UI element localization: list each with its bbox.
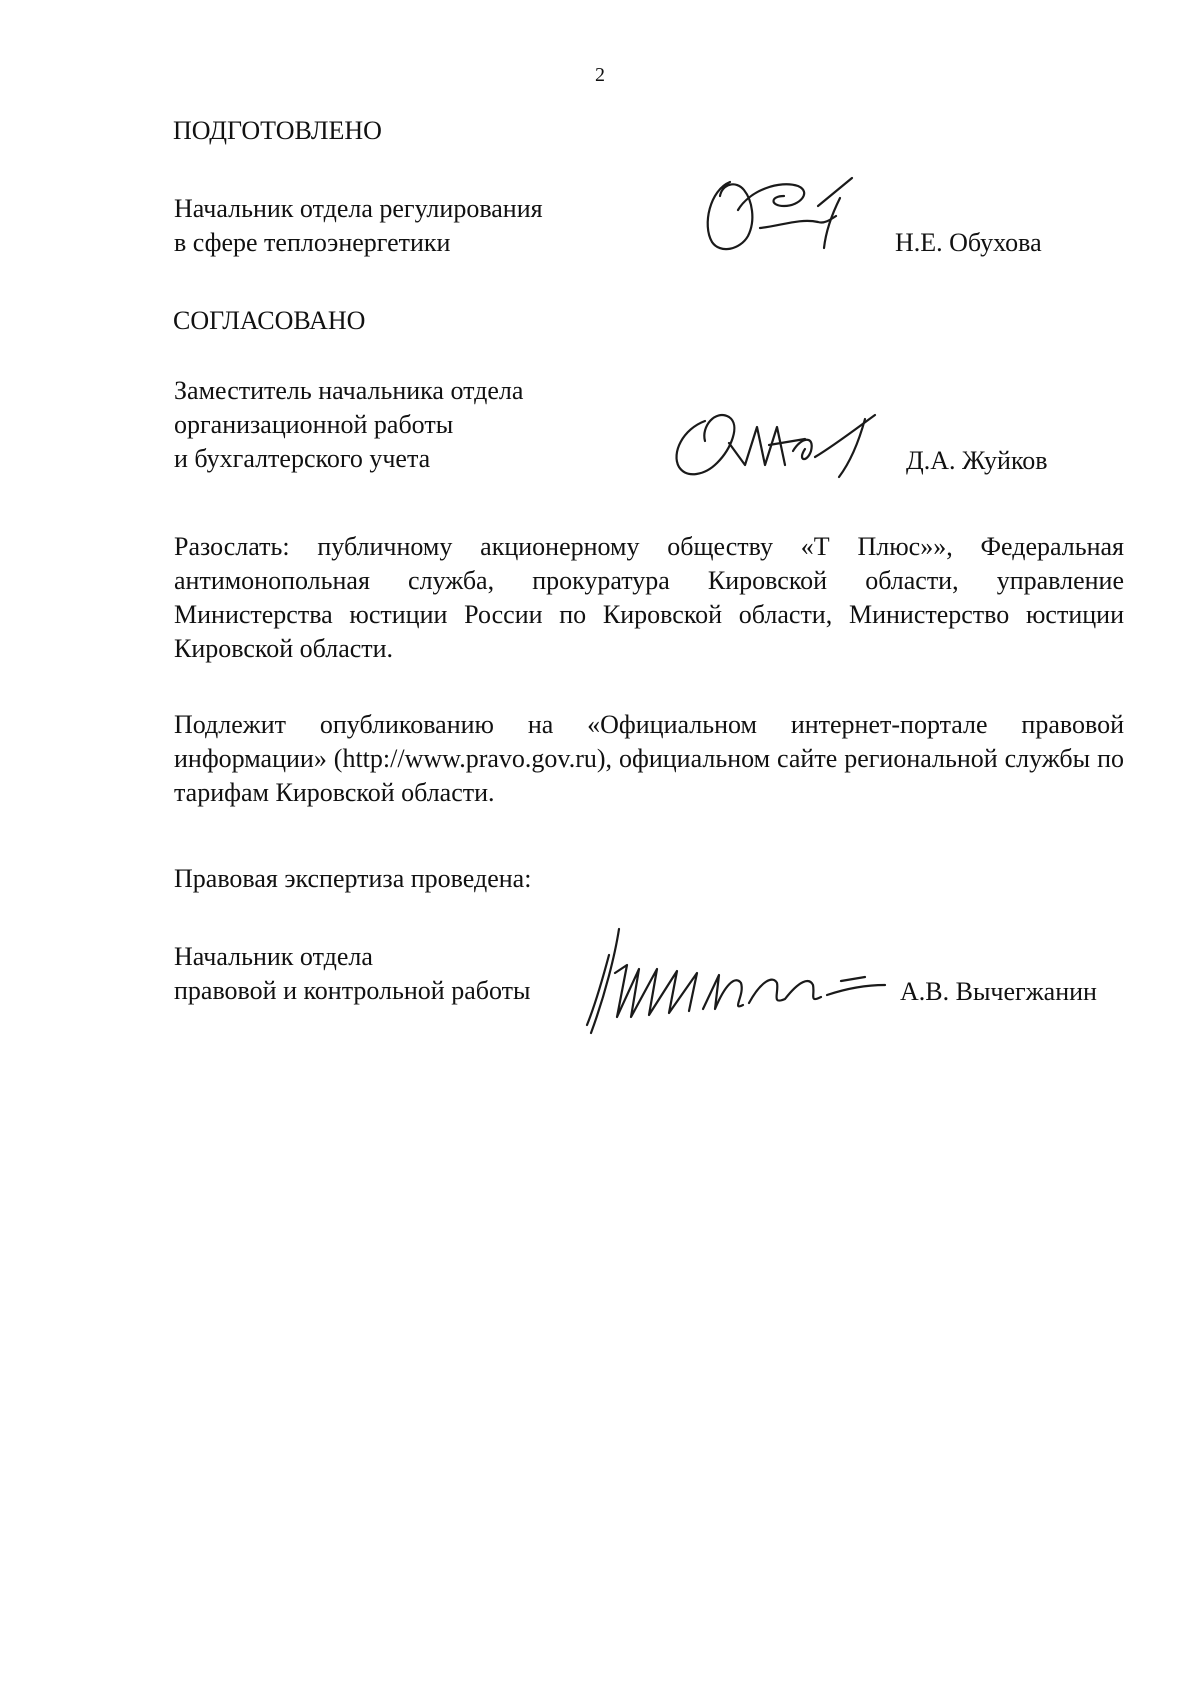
distribution-text: Разослать: публичному акционерному обществу «Т Плюс»», Федеральная антимонопольная служба, прокуратура Кировской области, управление Министерства юстиции России по Кировской области, Министерство юстиции Кировской области. [174, 532, 1124, 663]
agreed-position [174, 374, 523, 476]
legal-review-position [174, 940, 530, 1008]
agreed-name: Д.А. Жуйков [906, 446, 1048, 475]
signature-zhuikov [665, 405, 885, 485]
prepared-position-line: Начальник отдела регулирования [174, 194, 543, 223]
legal-review-position-line: Начальник отдела [174, 942, 373, 971]
page-number: 2 [595, 64, 605, 86]
legal-review-name: А.В. Вычегжанин [900, 977, 1097, 1006]
prepared-position-line: в сфере теплоэнергетики [174, 228, 451, 257]
legal-review-position-line: правовой и контрольной работы [174, 976, 531, 1005]
signature-obukhova [700, 170, 870, 260]
agreed-heading: СОГЛАСОВАНО [173, 306, 366, 335]
agreed-position-line: и бухгалтерского учета [174, 444, 431, 473]
prepared-name: Н.Е. Обухова [895, 228, 1042, 257]
legal-review-heading: Правовая экспертиза проведена: [174, 864, 532, 893]
prepared-position [174, 192, 543, 260]
publication-text: Подлежит опубликованию на «Официальном интернет-портале правовой информации» (http://www.pravo.gov.ru), официальном сайте региональной службы по тарифам Кировской области. [174, 710, 1124, 807]
prepared-heading: ПОДГОТОВЛЕНО [173, 116, 382, 145]
agreed-position-line: организационной работы [174, 410, 454, 439]
signature-vychegzhanin [565, 925, 905, 1040]
agreed-position-line: Заместитель начальника отдела [174, 376, 524, 405]
